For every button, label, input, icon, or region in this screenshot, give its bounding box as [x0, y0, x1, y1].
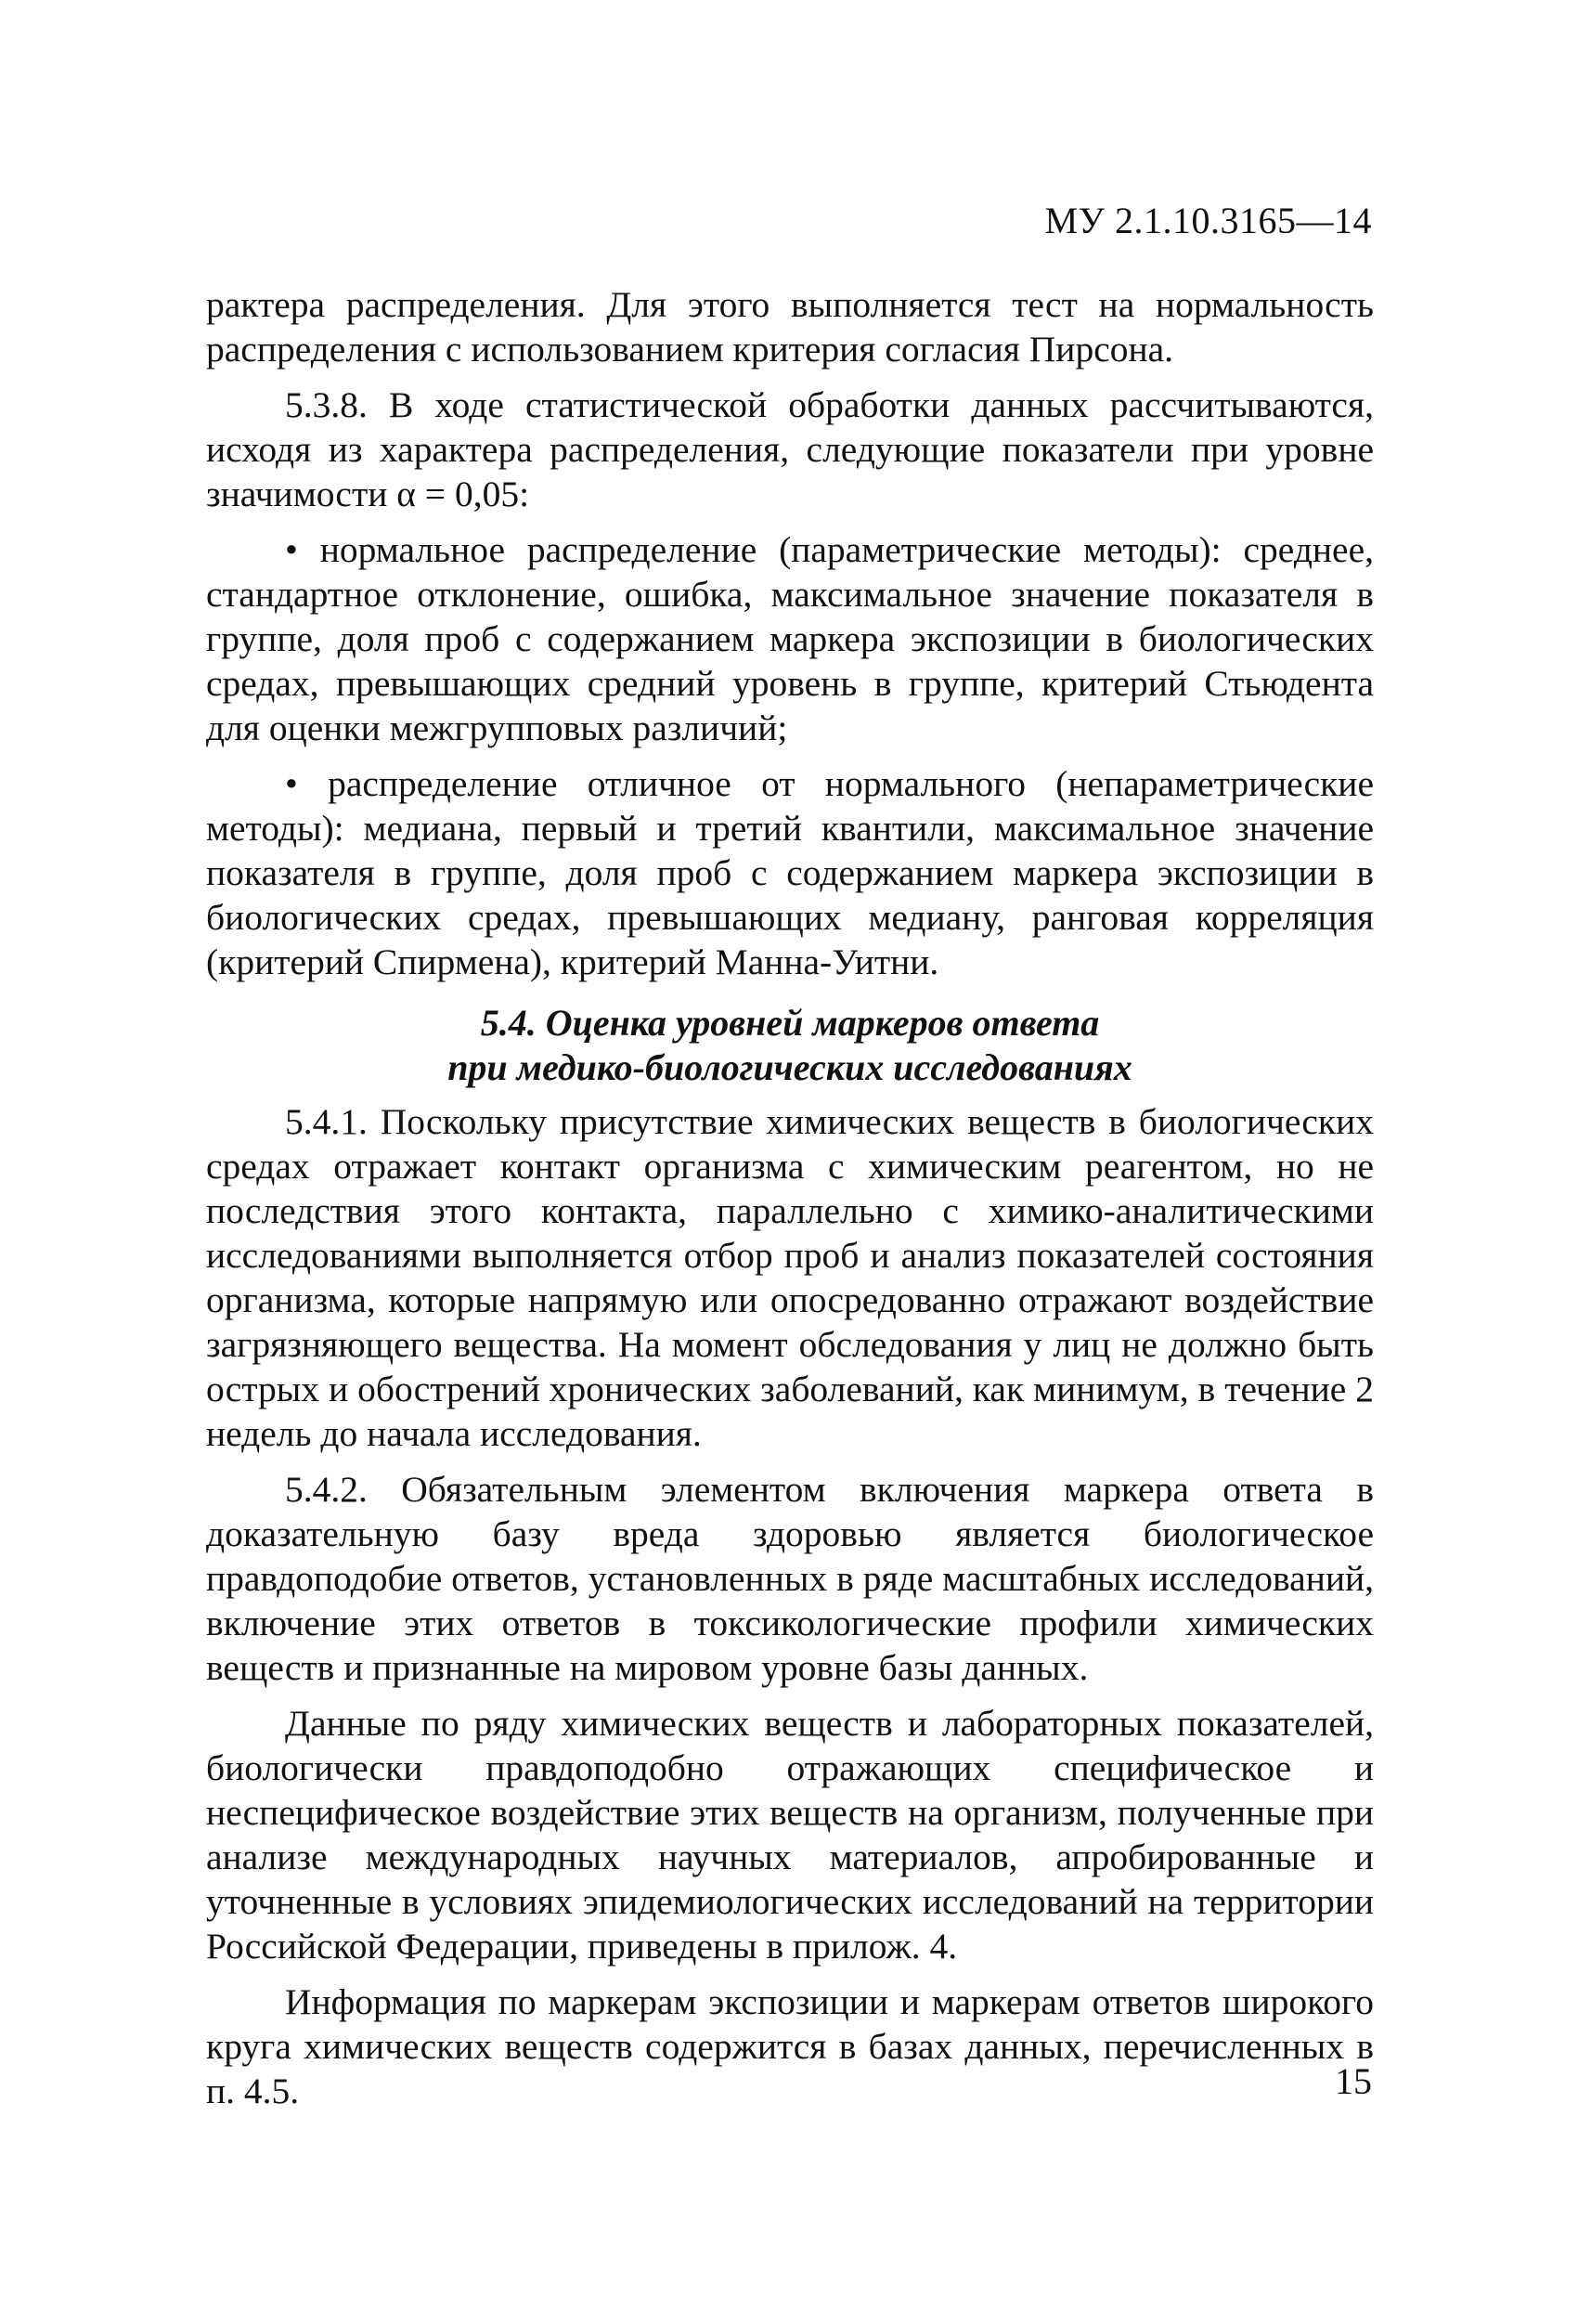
page-number: 15: [1335, 2060, 1372, 2102]
paragraph-5-3-8: 5.3.8. В ходе статистической обработки данных рассчитываются, исходя из характера распределения, следующие показатели при уровне значимости α = 0,05:: [206, 384, 1374, 514]
section-heading-5-4: [206, 1001, 1374, 1090]
paragraph-data: Данные по ряду химических веществ и лабораторных показателей, биологически правдоподобно отражающих специфическое и неспецифическое воздействие этих веществ на организм, полученные при анализе международных научных материалов, апробированные и уточненные в условиях эпидемиологических исследований на территории Российской Федерации, приведены в прилож. 4.: [206, 1703, 1374, 1967]
section-heading-line1: 5.4. Оценка уровней маркеров ответа: [480, 1002, 1100, 1044]
paragraph-information: Информация по маркерам экспозиции и маркерам ответов широкого круга химических веществ содержится в базах данных, перечисленных в п. 4.5.: [206, 1981, 1374, 2111]
section-heading-line2: при медико-биологических исследованиях: [447, 1046, 1132, 1088]
bullet-normal-distribution: • нормальное распределение (параметрические методы): среднее, стандартное отклонение, ошибка, максимальное значение показателя в группе, доля проб с содержанием маркера экспозиции в биологических средах, превышающих средний уровень в группе, критерий Стьюдента для оценки межгрупповых различий;: [206, 527, 1374, 750]
paragraph-5-4-1: 5.4.1. Поскольку присутствие химических веществ в биологических средах отражает контакт организма с химическим реагентом, но не последствия этого контакта, параллельно с химико-аналитическими исследованиями выполняется отбор проб и анализ показателей состояния организма, которые напрямую или опосредованно отражают воздействие загрязняющего вещества. На момент обследования у лиц не должно быть острых и обострений хронических заболеваний, как минимум, в течение 2 недель до начала исследования.: [206, 1101, 1374, 1454]
paragraph-continuation: рактера распределения. Для этого выполняется тест на нормальность распределения с использованием критерия согласия Пирсона.: [206, 284, 1374, 370]
page-content: [206, 282, 1374, 2124]
paragraph-5-4-2: 5.4.2. Обязательным элементом включения маркера ответа в доказательную базу вреда здоровью является биологическое правдоподобие ответов, установленных в ряде масштабных исследований, включение этих ответов в токсикологические профили химических веществ и признанные на мировом уровне базы данных.: [206, 1469, 1374, 1688]
document-code: МУ 2.1.10.3165—14: [1044, 200, 1372, 241]
bullet-non-normal-distribution: • распределение отличное от нормального (непараметрические методы): медиана, первый и третий квантили, максимальное значение показателя в группе, доля проб с содержанием маркера экспозиции в биологических средах, превышающих медиану, ранговая корреляция (критерий Спирмена), критерий Манна-Уитни.: [206, 761, 1374, 984]
